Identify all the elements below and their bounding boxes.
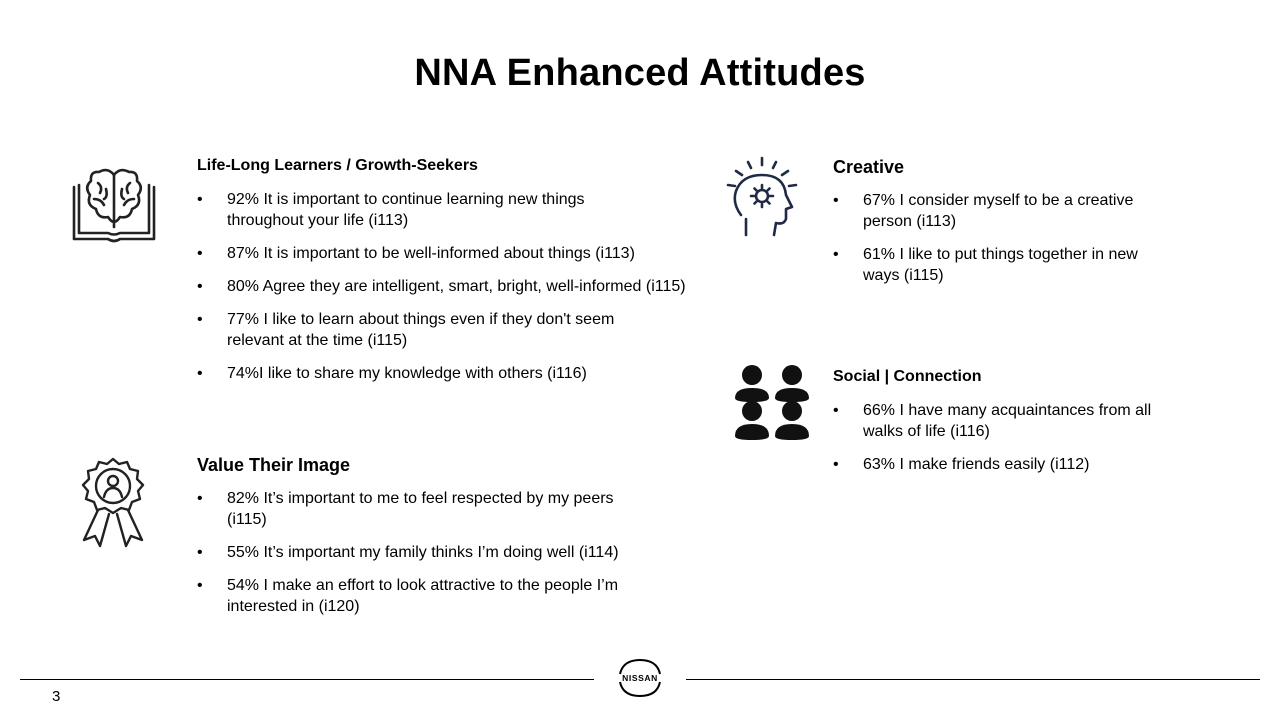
list-item: • 61% I like to put things together in new ways (i115) <box>833 244 1163 286</box>
section-creative <box>833 156 1173 286</box>
section-image <box>197 454 687 617</box>
nissan-logo <box>612 656 668 700</box>
head-gear-icon <box>724 155 800 239</box>
slide-title: NNA Enhanced Attitudes <box>414 52 866 94</box>
brain-book-icon <box>70 165 158 245</box>
section-learners <box>197 155 687 384</box>
bullet-list-image <box>197 488 687 617</box>
page-number: 3 <box>52 688 61 705</box>
section-heading-creative: Creative <box>833 157 905 177</box>
section-heading-social: Social | Connection <box>833 368 982 385</box>
list-item: • 77% I like to learn about things even if they don't seem relevant at the time (i115) <box>197 309 667 351</box>
section-social <box>833 366 1173 475</box>
list-item: • 80% Agree they are intelligent, smart, bright, well-informed (i115) <box>197 276 687 297</box>
people-group-icon <box>732 362 812 442</box>
list-item: • 87% It is important to be well-informed about things (i113) <box>197 243 687 264</box>
list-item: • 74%I like to share my knowledge with others (i116) <box>197 363 687 384</box>
svg-text:NISSAN: NISSAN <box>622 673 658 683</box>
list-item: • 55% It’s important my family thinks I’m doing well (i114) <box>197 542 687 563</box>
list-item: • 67% I consider myself to be a creative person (i113) <box>833 190 1163 232</box>
bullet-list-social <box>833 400 1173 475</box>
bullet-list-learners <box>197 189 687 384</box>
bullet-list-creative <box>833 190 1173 286</box>
award-ribbon-icon <box>76 456 150 548</box>
footer-line-right <box>686 679 1260 680</box>
list-item: • 63% I make friends easily (i112) <box>833 454 1173 475</box>
list-item: • 66% I have many acquaintances from all walks of life (i116) <box>833 400 1163 442</box>
section-heading-learners: Life-Long Learners / Growth-Seekers <box>197 157 478 174</box>
footer-line-left <box>20 679 594 680</box>
list-item: • 54% I make an effort to look attractive to the people I’m interested in (i120) <box>197 575 662 617</box>
list-item: • 92% It is important to continue learning new things throughout your life (i113) <box>197 189 627 231</box>
list-item: • 82% It’s important to me to feel respected by my peers (i115) <box>197 488 652 530</box>
section-heading-image: Value Their Image <box>197 455 351 475</box>
